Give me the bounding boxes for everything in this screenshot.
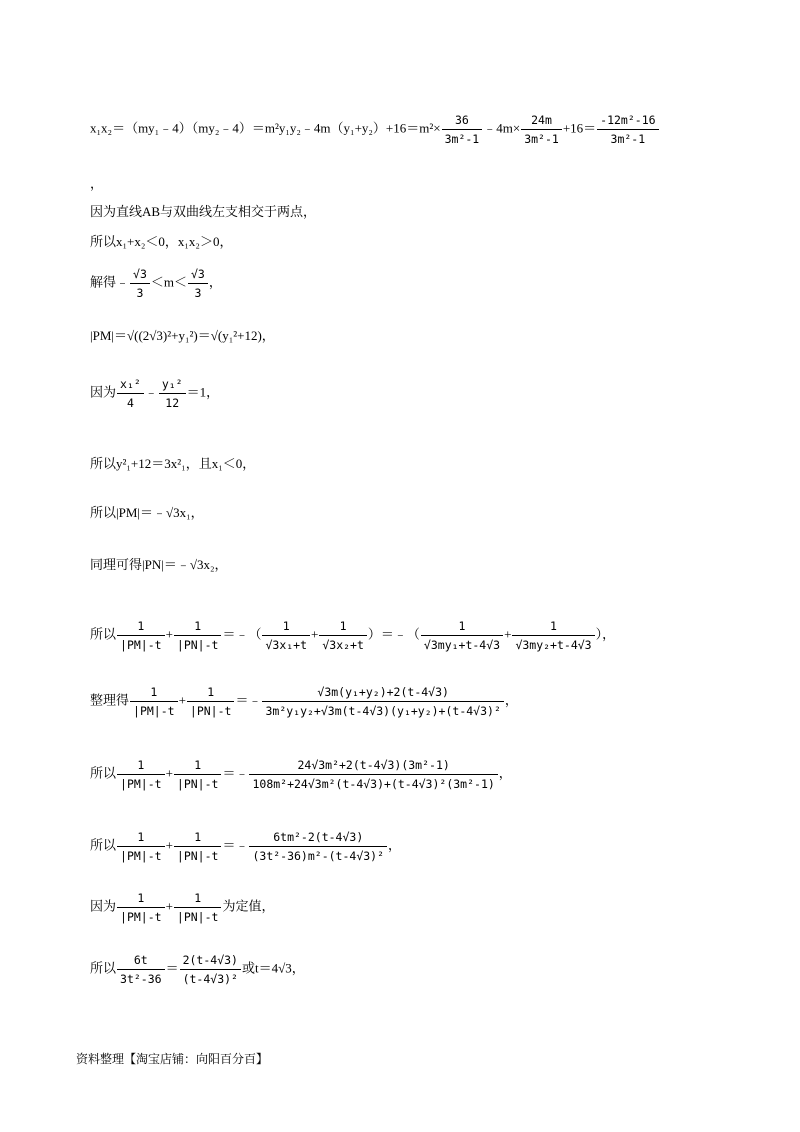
fraction: $\frac{1}{\text{√3x₂+t}}$ [319, 618, 367, 653]
page-footer: 资料整理【淘宝店铺：向阳百分百】 [76, 1052, 269, 1066]
equation-x1x2 [90, 112, 660, 147]
equation-m-range: 解得﹣ $\frac{√3}{3}$ ＜m＜ $\frac{√3}{3}$ ， [90, 267, 222, 300]
fraction: $\frac{1}{|PN|-t}$ [174, 890, 222, 925]
fraction: $\frac{1}{\text{√3my₁+t-4√3}}$ [421, 618, 503, 653]
fraction: $\frac{1}{|PN|-t}$ [174, 618, 222, 653]
equation-t-solution: 所以 $\frac{6t}{\text{3t²-36}}$ ＝ $\frac{2(t-4√3)}{\text{(t-4√3)²}}$ 或t＝4√3， [90, 953, 305, 986]
text: ﹣4m× [483, 120, 521, 136]
fraction: $\frac{2(t-4√3)}{\text{(t-4√3)²}}$ [180, 952, 241, 987]
fraction: $\frac{36}{\text{3m²-1}}$ [442, 112, 483, 147]
fraction: $\frac{1}{\text{√3my₂+t-4√3}}$ [512, 618, 594, 653]
fraction: $\frac{1}{|PM|-t}$ [117, 890, 165, 925]
equation-constant-value: 因为 $\frac{1}{|PM|-t}$ + $\frac{1}{|PN|-t}$ 为定值， [90, 891, 275, 924]
fraction: $\frac{√3}{3}$ [130, 266, 150, 301]
fraction: $\frac{\text{√3m(y₁+y₂)+2(t-4√3)}}{\text{3m²y₁y₂+√3m(t-4√3)(y₁+y₂)+(t-4√3)²}}$ [262, 684, 503, 719]
fraction: $\frac{\text{6tm²-2(t-4√3)}}{\text{(3t²-36)m²-(t-4√3)²}}$ [249, 829, 387, 864]
equation-pn-x2: 同理可得|PN|＝﹣√3x₂， [90, 557, 228, 572]
equation-pm-x1: 所以|PM|＝﹣√3x₁， [90, 505, 204, 520]
comma-line: ， [90, 176, 104, 191]
equation-hyperbola: 因为 $\frac{\text{x₁²}}{4}$ ﹣ $\frac{\text{y₁²}}{12}$ ＝1， [90, 377, 220, 410]
fraction: $\frac{\text{x₁²}}{4}$ [117, 376, 144, 411]
fraction: $\frac{\text{-12m²-16}}{\text{3m²-1}}$ [597, 112, 658, 147]
text-line-sum-product: 所以x₁+x₂＜0，x₁x₂＞0， [90, 234, 233, 249]
equation-sum-reciprocal-1: 所以 $\frac{1}{|PM|-t}$ + $\frac{1}{|PN|-t}$ ＝﹣（ $\frac{1}{\text{√3x₁+t}}$ + $\frac{1}{\text{√3x₂+t}}$ ）＝﹣（ $\frac{1}{\text{√3my₁+t-4√3}}$ + $\frac{1}{\text{√3my₂+t-4√3}}$ ）， [90, 619, 616, 652]
fraction: $\frac{1}{|PN|-t}$ [174, 757, 222, 792]
fraction: $\frac{1}{|PM|-t}$ [130, 684, 178, 719]
fraction: $\frac{√3}{3}$ [188, 266, 208, 301]
fraction: $\frac{1}{|PN|-t}$ [187, 684, 235, 719]
fraction: $\frac{1}{|PM|-t}$ [117, 618, 165, 653]
fraction: $\frac{1}{|PM|-t}$ [117, 829, 165, 864]
fraction: $\frac{1}{|PN|-t}$ [174, 829, 222, 864]
equation-sum-reciprocal-4: 所以 $\frac{1}{|PM|-t}$ + $\frac{1}{|PN|-t}$ ＝﹣ $\frac{\text{6tm²-2(t-4√3)}}{\text{(3t²-36)m²-(t-4√3)²}}$ ， [90, 830, 402, 863]
fraction: $\frac{1}{\text{√3x₁+t}}$ [262, 618, 310, 653]
equation-sum-reciprocal-3: 所以 $\frac{1}{|PM|-t}$ + $\frac{1}{|PN|-t}$ ＝﹣ $\frac{\text{24√3m²+2(t-4√3)(3m²-1)}}{\text{108m²+24√3m²(t-4√3)+(t-4√3)²(3m²-1)}}$ ， [90, 758, 512, 791]
fraction: $\frac{\text{y₁²}}{12}$ [159, 376, 186, 411]
text: +16＝ [562, 120, 597, 136]
text: x₁x₂＝（my₁﹣4）（my₂﹣4）＝m²y₁y₂﹣4m（y₁+y₂）+16＝m²× [90, 120, 441, 136]
equation-pm: |PM|＝√((2√3)²+y₁²)＝√(y₁²+12)， [90, 328, 275, 343]
text-line-intersection: 因为直线AB与双曲线左支相交于两点， [90, 204, 317, 219]
fraction: $\frac{\text{24√3m²+2(t-4√3)(3m²-1)}}{\text{108m²+24√3m²(t-4√3)+(t-4√3)²(3m²-1)}}$ [249, 757, 497, 792]
fraction: $\frac{6t}{\text{3t²-36}}$ [117, 952, 165, 987]
fraction: $\frac{1}{|PM|-t}$ [117, 757, 165, 792]
equation-sum-reciprocal-2: 整理得 $\frac{1}{|PM|-t}$ + $\frac{1}{|PN|-t}$ ＝﹣ $\frac{\text{√3m(y₁+y₂)+2(t-4√3)}}{\text{3m²y₁y₂+√3m(t-4√3)(y₁+y₂)+(t-4√3)²}}$ ， [90, 685, 518, 718]
fraction: $\frac{24m}{\text{3m²-1}}$ [521, 112, 562, 147]
equation-y1-squared: 所以y²₁+12＝3x²₁，且x₁＜0， [90, 456, 256, 471]
